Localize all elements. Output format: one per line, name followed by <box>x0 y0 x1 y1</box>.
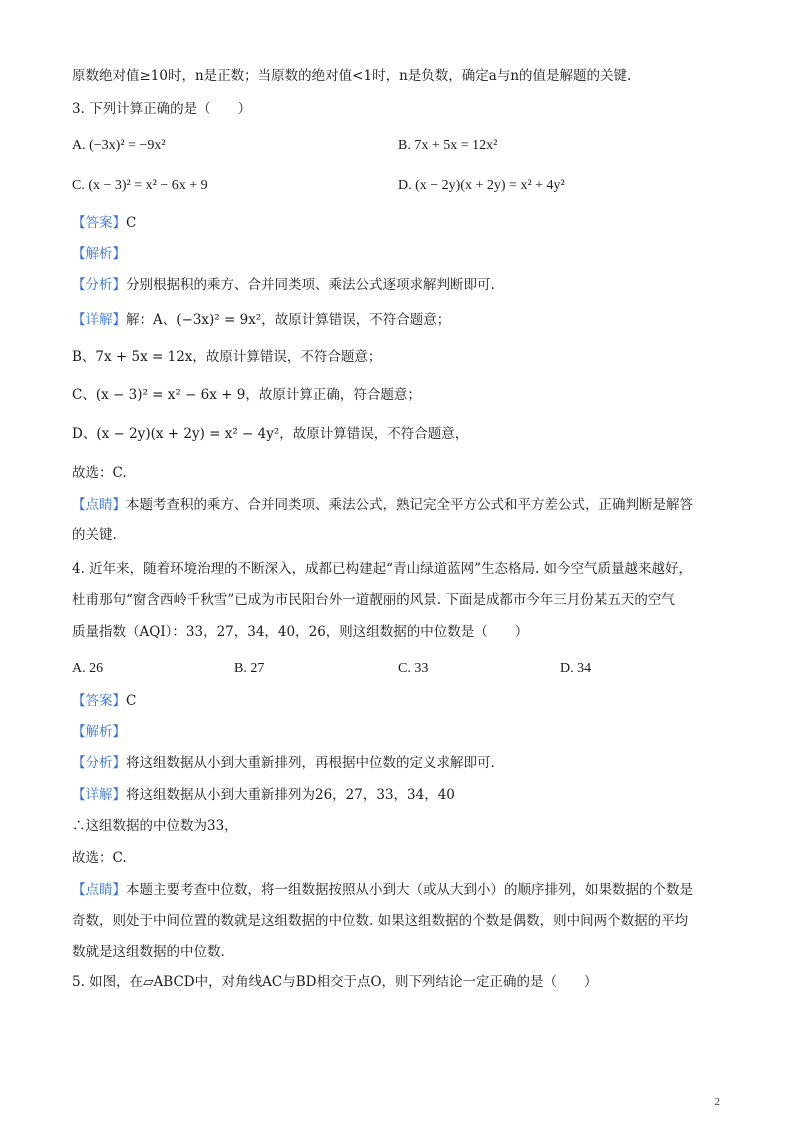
page-number: 2 <box>714 1096 720 1108</box>
q3-xiangjie-a <box>72 310 450 330</box>
q4-option-c: C. 33 <box>398 661 429 676</box>
q4-answer <box>72 691 136 711</box>
q3-xiangjie-c: C、(x − 3)² = x² − 6x + 9，故原计算正确，符合题意； <box>72 387 421 403</box>
xiangjie-text: 解：A、(−3x)² = 9x²，故原计算错误，不符合题意； <box>126 312 451 328</box>
q4-option-a: A. 26 <box>72 661 104 676</box>
question-4-stem-2: 杜甫那句“窗含西岭千秋雪”已成为市民阳台外一道靓丽的风景. 下面是成都市今年三月份某五天的空气 <box>72 592 675 608</box>
text-line-1: 原数绝对值≥10时，n是正数；当原数的绝对值<1时，n是负数，确定a与n的值是解题的关键. <box>72 68 632 84</box>
q3-xiangjie-b: B、7x + 5x = 12x，故原计算错误，不符合题意； <box>72 349 382 365</box>
q3-analysis-heading <box>72 244 126 264</box>
q3-option-c: C. (x − 3)² = x² − 6x + 9 <box>72 178 208 193</box>
q4-option-d: D. 34 <box>560 661 592 676</box>
q3-conclusion: 故选：C. <box>72 465 127 481</box>
q3-dianjing-cont: 的关键. <box>72 527 117 543</box>
q3-option-d: D. (x − 2y)(x + 2y) = x² + 4y² <box>398 178 565 193</box>
xiangjie-tag: 【详解】 <box>72 787 126 803</box>
answer-tag: 【答案】 <box>72 215 126 231</box>
fenxi-tag: 【分析】 <box>72 277 126 293</box>
q4-xiangjie <box>72 785 455 805</box>
q4-dianjing-cont-1: 奇数，则处于中间位置的数就是这组数据的中位数. 如果这组数据的个数是偶数，则中间两个数据的平均 <box>72 913 689 929</box>
dianjing-tag: 【点睛】 <box>72 497 126 513</box>
q4-therefore: ∴这组数据的中位数为33， <box>72 818 238 834</box>
question-5-stem: 5. 如图，在▱ABCD中，对角线AC与BD相交于点O，则下列结论一定正确的是（ ） <box>72 974 598 990</box>
dianjing-tag: 【点睛】 <box>72 882 126 898</box>
q3-dianjing <box>72 495 693 515</box>
analysis-tag: 【解析】 <box>72 724 126 740</box>
answer-value: C <box>126 215 137 231</box>
q4-dianjing <box>72 880 693 900</box>
question-3-stem: 3. 下列计算正确的是（ ） <box>72 101 252 117</box>
analysis-tag: 【解析】 <box>72 246 126 262</box>
q4-dianjing-cont-2: 数就是这组数据的中位数. <box>72 944 225 960</box>
answer-value: C <box>126 693 137 709</box>
question-4-stem-3: 质量指数（AQI）：33，27，34，40，26，则这组数据的中位数是（ ） <box>72 624 529 640</box>
q4-analysis-heading <box>72 722 126 742</box>
answer-tag: 【答案】 <box>72 693 126 709</box>
dianjing-text: 本题考查积的乘方、合并同类项、乘法公式，熟记完全平方公式和平方差公式，正确判断是解答 <box>126 497 693 513</box>
q4-conclusion: 故选：C. <box>72 850 127 866</box>
q3-option-a: A. (−3x)² = −9x² <box>72 138 166 153</box>
q3-xiangjie-d: D、(x − 2y)(x + 2y) = x² − 4y²，故原计算错误，不符合题意， <box>72 426 469 442</box>
fenxi-text: 分别根据积的乘方、合并同类项、乘法公式逐项求解判断即可. <box>126 277 495 293</box>
fenxi-tag: 【分析】 <box>72 755 126 771</box>
xiangjie-text: 将这组数据从小到大重新排列为26，27，33，34，40 <box>126 787 455 803</box>
question-4-stem-1: 4. 近年来，随着环境治理的不断深入，成都已构建起“青山绿道蓝网”生态格局. 如今空气质量越来越好， <box>72 561 693 577</box>
fenxi-text: 将这组数据从小到大重新排列，再根据中位数的定义求解即可. <box>126 755 495 771</box>
q3-option-b: B. 7x + 5x = 12x² <box>398 138 498 153</box>
xiangjie-tag: 【详解】 <box>72 312 126 328</box>
q4-fenxi <box>72 753 495 773</box>
q3-fenxi <box>72 275 495 295</box>
dianjing-text: 本题主要考查中位数，将一组数据按照从小到大（或从大到小）的顺序排列，如果数据的个数是 <box>126 882 693 898</box>
q4-option-b: B. 27 <box>234 661 265 676</box>
q3-answer <box>72 213 136 233</box>
